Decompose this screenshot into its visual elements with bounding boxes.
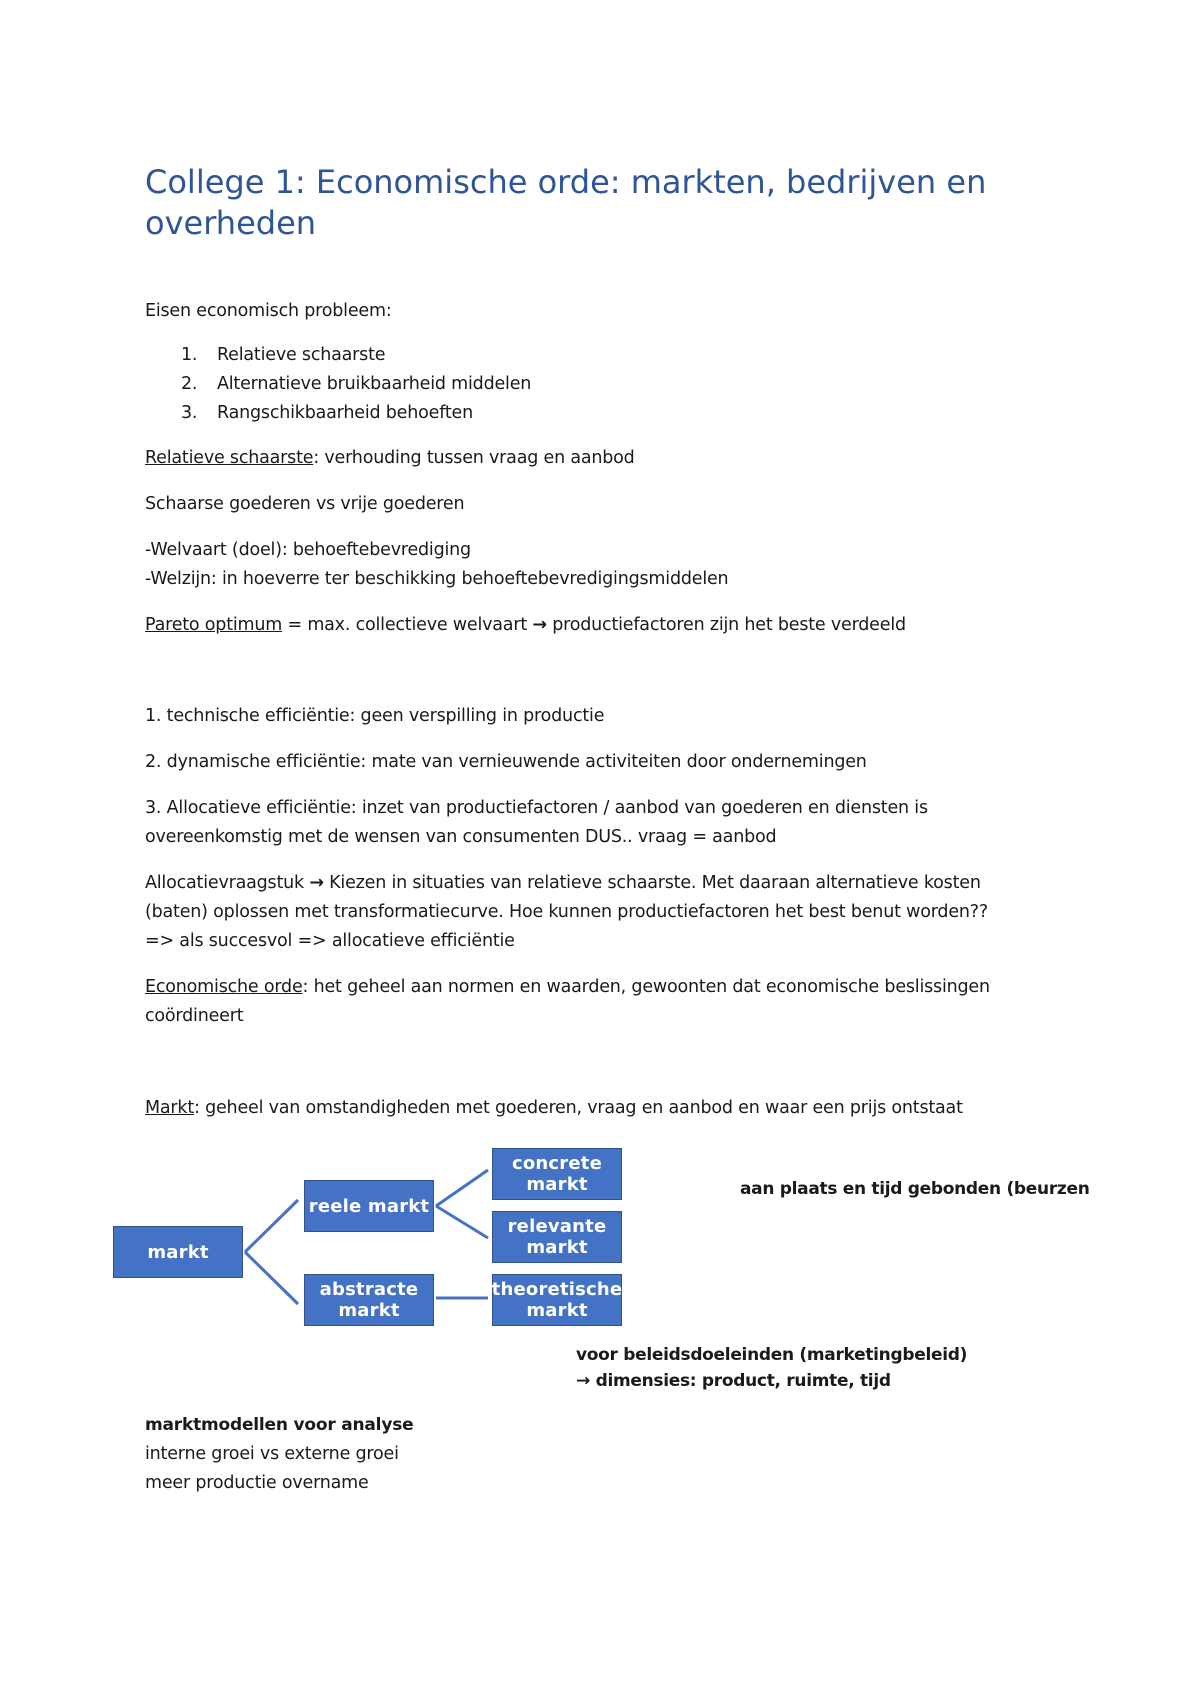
diagram-node-markt: markt [113,1226,243,1278]
diagram-node-abstracte-markt: abstracte markt [304,1274,434,1326]
intro-text: Eisen economisch probleem: [145,301,392,321]
connector-markt-reele [245,1200,298,1252]
arrow-icon: → [309,873,324,893]
note-concrete-markt: aan plaats en tijd gebonden (beurzen [740,1179,1090,1199]
requirements-list [145,341,531,428]
allocatieve-efficientie: 3. Allocatieve efficiëntie: inzet van productiefactoren / aanbod van goederen en diensten is [145,798,928,818]
page-title: College 1: Economische orde: markten, bedrijven en overheden [145,163,987,242]
allocatievraagstuk-line2: (baten) oplossen met transformatiecurve. Hoe kunnen productiefactoren het best benut worden?? [145,902,988,922]
diagram-node-relevante-markt: relevante markt [492,1211,622,1263]
orde-term: Economische orde [145,977,303,997]
goederen-text: Schaarse goederen vs vrije goederen [145,494,465,514]
arrow-icon: → [576,1371,590,1391]
orde-definition: Economische orde: het geheel aan normen en waarden, gewoonten dat economische beslissingen [145,977,990,997]
markt-definition: Markt: geheel van omstandigheden met goederen, vraag en aanbod en waar een prijs ontstaat [145,1098,963,1118]
connector-reele-relevante [436,1206,488,1238]
pareto-definition: Pareto optimum = max. collectieve welvaart → productiefactoren zijn het beste verdeeld [145,615,906,635]
allocatievraagstuk-line1: Allocatievraagstuk → Kiezen in situaties van relatieve schaarste. Met daaraan alternatieve kosten [145,873,981,893]
welzijn-text: -Welzijn: in hoeverre ter beschikking behoeftebevredigingsmiddelen [145,569,729,589]
list-item: 2. Alternatieve bruikbaarheid middelen [181,374,532,394]
diagram-node-reele-markt: reele markt [304,1180,434,1232]
note-relevante-markt-line1: voor beleidsdoeleinden (marketingbeleid) [576,1345,968,1365]
dynamische-efficientie: 2. dynamische efficiëntie: mate van vernieuwende activiteiten door ondernemingen [145,752,867,772]
marktmodellen-line2: meer productie overname [145,1473,369,1493]
orde-definition-cont: coördineert [145,1006,244,1026]
markt-term: Markt [145,1098,195,1118]
welvaart-text: -Welvaart (doel): behoeftebevrediging [145,540,471,560]
technische-efficientie: 1. technische efficiëntie: geen verspilling in productie [145,706,605,726]
connector-reele-concrete [436,1170,488,1206]
schaarste-term: Relatieve schaarste [145,448,314,468]
list-item: 3. Rangschikbaarheid behoeften [181,403,473,423]
pareto-term: Pareto optimum [145,615,283,635]
connector-markt-abstracte [245,1252,298,1304]
allocatieve-efficientie-cont: overeenkomstig met de wensen van consumenten DUS.. vraag = aanbod [145,827,777,847]
marktmodellen-line1: interne groei vs externe groei [145,1444,399,1464]
list-item: 1. Relatieve schaarste [181,345,386,365]
diagram-node-concrete-markt: concrete markt [492,1148,622,1200]
schaarste-definition: Relatieve schaarste: verhouding tussen vraag en aanbod [145,448,635,468]
diagram-node-theoretische-markt: theoretische markt [492,1274,622,1326]
arrow-icon: → [532,615,547,635]
allocatievraagstuk-line3: => als succesvol => allocatieve efficiëntie [145,931,515,951]
note-relevante-markt-line2: → dimensies: product, ruimte, tijd [576,1371,891,1391]
marktmodellen-title: marktmodellen voor analyse [145,1415,414,1435]
